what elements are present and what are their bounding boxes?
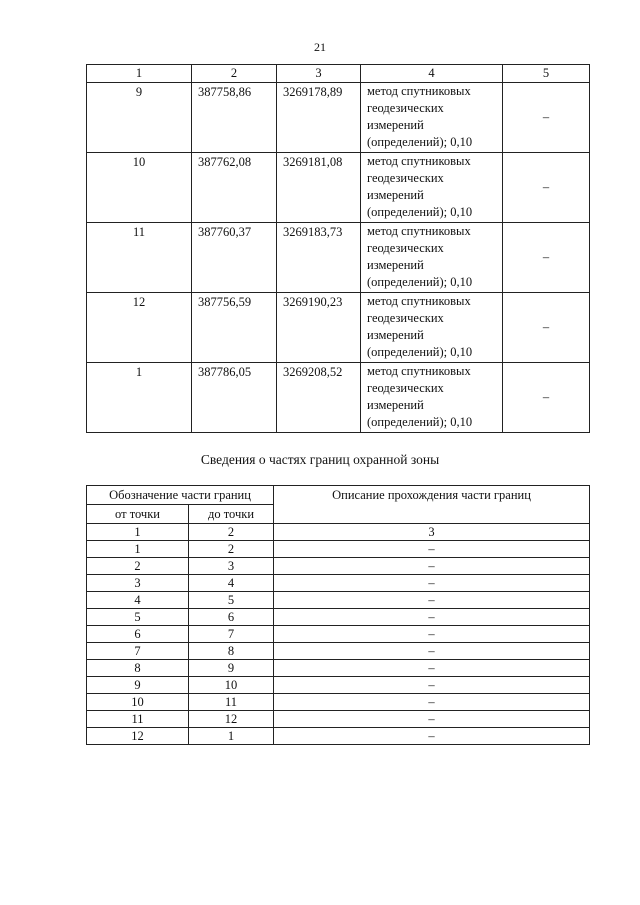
to-point-cell: 7 xyxy=(189,626,274,643)
boundary-parts-table xyxy=(86,485,590,745)
method-line: метод спутниковых xyxy=(367,364,471,378)
header-group-cell: Обозначение части границ xyxy=(87,486,274,505)
y-coord-cell: 3269190,23 xyxy=(277,293,361,363)
table-row xyxy=(87,541,590,558)
method-line: измерений xyxy=(367,398,424,412)
numbering-cell: 1 xyxy=(87,524,189,541)
to-point-cell: 1 xyxy=(189,728,274,745)
coordinates-header-row xyxy=(87,65,590,83)
method-line: (определений); 0,10 xyxy=(367,135,473,149)
table-row xyxy=(87,711,590,728)
from-point-cell: 7 xyxy=(87,643,189,660)
to-point-cell: 4 xyxy=(189,575,274,592)
method-line: геодезических xyxy=(367,171,444,185)
point-cell: 1 xyxy=(87,363,192,433)
method-line: (определений); 0,10 xyxy=(367,345,473,359)
from-point-cell: 6 xyxy=(87,626,189,643)
table-row xyxy=(87,223,590,293)
table-row xyxy=(87,694,590,711)
col5-cell: – xyxy=(503,223,590,293)
x-coord-cell: 387786,05 xyxy=(192,363,277,433)
table-row xyxy=(87,575,590,592)
x-coord-cell: 387758,86 xyxy=(192,83,277,153)
table-row xyxy=(87,83,590,153)
from-point-cell: 8 xyxy=(87,660,189,677)
to-point-cell: 3 xyxy=(189,558,274,575)
from-point-cell: 1 xyxy=(87,541,189,558)
method-line: метод спутниковых xyxy=(367,294,471,308)
y-coord-cell: 3269178,89 xyxy=(277,83,361,153)
description-cell: – xyxy=(274,541,590,558)
method-line: (определений); 0,10 xyxy=(367,415,473,429)
table-row xyxy=(87,558,590,575)
to-point-cell: 10 xyxy=(189,677,274,694)
description-cell: – xyxy=(274,643,590,660)
col5-cell: – xyxy=(503,153,590,223)
description-cell: – xyxy=(274,660,590,677)
method-line: измерений xyxy=(367,188,424,202)
table-row xyxy=(87,153,590,223)
description-cell: – xyxy=(274,558,590,575)
x-coord-cell: 387762,08 xyxy=(192,153,277,223)
method-cell xyxy=(361,83,503,153)
from-point-cell: 4 xyxy=(87,592,189,609)
point-cell: 9 xyxy=(87,83,192,153)
method-line: метод спутниковых xyxy=(367,224,471,238)
to-point-cell: 2 xyxy=(189,541,274,558)
from-point-cell: 2 xyxy=(87,558,189,575)
point-cell: 10 xyxy=(87,153,192,223)
table-row xyxy=(87,363,590,433)
table-row xyxy=(87,592,590,609)
to-point-cell: 8 xyxy=(189,643,274,660)
to-point-cell: 12 xyxy=(189,711,274,728)
to-point-cell: 5 xyxy=(189,592,274,609)
to-point-cell: 11 xyxy=(189,694,274,711)
table-row xyxy=(87,643,590,660)
parts-header-row xyxy=(87,486,590,505)
from-point-cell: 3 xyxy=(87,575,189,592)
header-cell: 2 xyxy=(192,65,277,83)
y-coord-cell: 3269181,08 xyxy=(277,153,361,223)
method-line: геодезических xyxy=(367,311,444,325)
table-row xyxy=(87,609,590,626)
table-row xyxy=(87,293,590,363)
col5-cell: – xyxy=(503,363,590,433)
description-cell: – xyxy=(274,575,590,592)
method-cell xyxy=(361,223,503,293)
method-line: измерений xyxy=(367,118,424,132)
numbering-cell: 3 xyxy=(274,524,590,541)
point-cell: 12 xyxy=(87,293,192,363)
section-title: Сведения о частях границ охранной зоны xyxy=(200,452,440,467)
from-point-cell: 12 xyxy=(87,728,189,745)
col5-cell: – xyxy=(503,83,590,153)
header-to-cell: до точки xyxy=(189,505,274,524)
table-row xyxy=(87,660,590,677)
header-cell: 4 xyxy=(361,65,503,83)
to-point-cell: 9 xyxy=(189,660,274,677)
method-line: (определений); 0,10 xyxy=(367,205,473,219)
header-from-cell: от точки xyxy=(87,505,189,524)
description-cell: – xyxy=(274,728,590,745)
from-point-cell: 9 xyxy=(87,677,189,694)
from-point-cell: 11 xyxy=(87,711,189,728)
header-cell: 5 xyxy=(503,65,590,83)
point-cell: 11 xyxy=(87,223,192,293)
description-cell: – xyxy=(274,694,590,711)
header-desc-cell: Описание прохождения части границ xyxy=(274,486,590,524)
method-cell xyxy=(361,363,503,433)
method-line: геодезических xyxy=(367,241,444,255)
method-cell xyxy=(361,293,503,363)
from-point-cell: 10 xyxy=(87,694,189,711)
x-coord-cell: 387756,59 xyxy=(192,293,277,363)
numbering-cell: 2 xyxy=(189,524,274,541)
method-line: геодезических xyxy=(367,101,444,115)
method-line: (определений); 0,10 xyxy=(367,275,473,289)
x-coord-cell: 387760,37 xyxy=(192,223,277,293)
table-row xyxy=(87,728,590,745)
method-line: геодезических xyxy=(367,381,444,395)
method-cell xyxy=(361,153,503,223)
method-line: метод спутниковых xyxy=(367,154,471,168)
page-number: 21 xyxy=(314,40,326,54)
table-row xyxy=(87,677,590,694)
description-cell: – xyxy=(274,592,590,609)
col5-cell: – xyxy=(503,293,590,363)
from-point-cell: 5 xyxy=(87,609,189,626)
method-line: измерений xyxy=(367,258,424,272)
header-cell: 1 xyxy=(87,65,192,83)
to-point-cell: 6 xyxy=(189,609,274,626)
description-cell: – xyxy=(274,626,590,643)
description-cell: – xyxy=(274,711,590,728)
y-coord-cell: 3269183,73 xyxy=(277,223,361,293)
coordinates-table xyxy=(86,64,590,433)
y-coord-cell: 3269208,52 xyxy=(277,363,361,433)
header-cell: 3 xyxy=(277,65,361,83)
method-line: измерений xyxy=(367,328,424,342)
description-cell: – xyxy=(274,609,590,626)
method-line: метод спутниковых xyxy=(367,84,471,98)
parts-numbering-row xyxy=(87,524,590,541)
table-row xyxy=(87,626,590,643)
description-cell: – xyxy=(274,677,590,694)
